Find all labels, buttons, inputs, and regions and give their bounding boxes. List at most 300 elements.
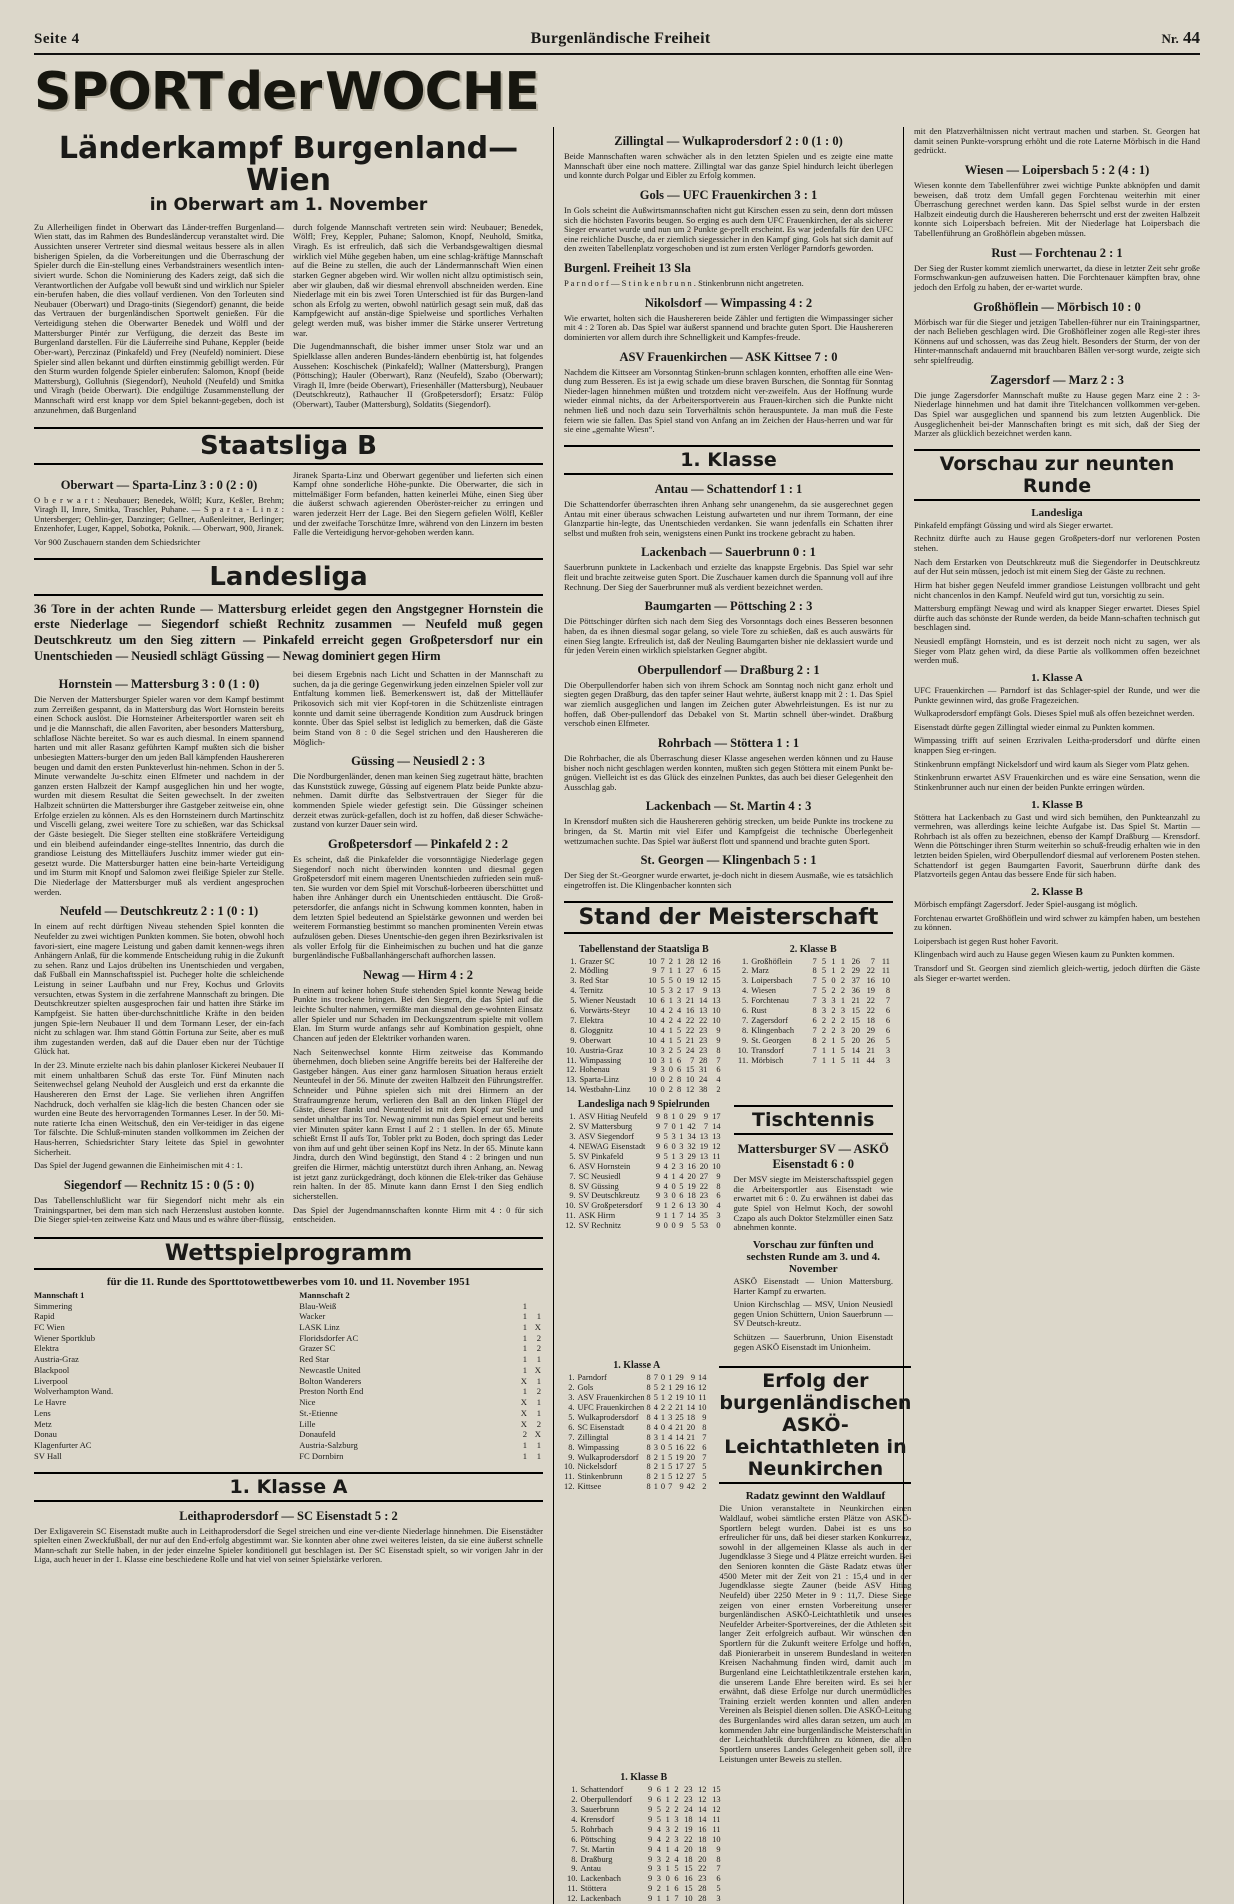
tischtennis-vorschau-1: ASKÖ Eisenstadt — Union Mattersburg. Harter Kampf zu erwarten.: [733, 1275, 893, 1296]
match-text-zillingtal: Beide Mannschaften waren schwächer als in den letzten Spielen und es zeigte eine matte Mannschaft über eine noch mattere. Zillingtal war das ganze Spiel hindurch leicht überlegen und konnte durch Polgar und Eibler zu Erfolg kommen.: [564, 151, 893, 181]
section-askoe: Erfolg der burgenländischen ASKÖ-Leichtathleten in Neunkirchen: [719, 1366, 911, 1484]
stat-cell: 20: [687, 1171, 696, 1181]
stat-cell: 5: [716, 1884, 721, 1894]
tip-cell: 1: [522, 1364, 527, 1375]
table-row: [564, 1046, 724, 1056]
stat-cell: 9: [655, 1201, 661, 1211]
table-row: [564, 1221, 724, 1231]
section-klasse-a-col1: 1. Klasse A: [34, 1472, 543, 1502]
stat-cell: 1.: [568, 1373, 575, 1383]
stat-cell: 42: [686, 1482, 696, 1492]
stat-cell: 7: [812, 1025, 817, 1035]
team-1: Elektra: [34, 1343, 59, 1354]
stat-cell: 1: [671, 1211, 676, 1221]
tip-cell: X: [534, 1321, 541, 1332]
stat-cell: 8: [646, 1383, 651, 1393]
stat-cell: 24: [698, 1075, 708, 1085]
team-2: Floridsdorfer AC: [299, 1332, 359, 1343]
stat-cell: 2: [840, 1015, 845, 1025]
wettspiel-col-2: Mannschaft 2: [299, 1289, 350, 1300]
standings-landesliga: [564, 1095, 724, 1356]
team-name: Elektra: [579, 1015, 604, 1025]
stat-cell: 27: [686, 1472, 696, 1482]
team-name: Antau: [580, 1864, 601, 1874]
team-2: Preston North End: [299, 1386, 364, 1397]
team-name: Nickelsdorf: [577, 1462, 618, 1472]
stat-cell: 10: [685, 1075, 695, 1085]
team-2: FC Dornbirn: [299, 1450, 344, 1461]
stat-cell: 2: [831, 1015, 836, 1025]
stat-cell: 0: [671, 1221, 676, 1231]
table-row: [564, 1016, 724, 1026]
stat-cell: 1.: [741, 956, 749, 966]
stat-cell: 5: [653, 1393, 658, 1403]
column-middle: [554, 127, 912, 1904]
stat-cell: 20: [851, 1035, 860, 1045]
stat-cell: 9.: [741, 1035, 749, 1045]
stat-cell: 20: [686, 1452, 696, 1462]
stat-cell: 9: [655, 1151, 661, 1161]
stat-cell: 1: [665, 1884, 670, 1894]
stat-cell: 3: [665, 1824, 670, 1834]
stat-cell: 22: [684, 1834, 693, 1844]
team-name: Oberpullendorf: [580, 1795, 633, 1805]
stat-cell: 1: [831, 956, 836, 966]
standings-wrap-4: [564, 1768, 893, 1904]
standings-landesliga-table: [564, 1112, 724, 1231]
page-number-left: Seite 4: [34, 31, 80, 47]
stat-cell: 5: [660, 976, 665, 986]
stat-cell: 15: [712, 1785, 721, 1795]
stat-cell: 4.: [568, 1403, 575, 1413]
stat-cell: 2.: [569, 1122, 576, 1132]
stat-cell: 2: [821, 1035, 827, 1045]
team-name: Großhöflein: [751, 956, 793, 966]
stat-cell: 17: [712, 1112, 721, 1122]
tischtennis-vorschau-2: Union Kirchschlag — MSV, Union Neusiedl gegen Union Schüttern, Union Sauerbrunn — SV Deutsch-kreutz.: [733, 1299, 893, 1329]
stat-cell: 6: [716, 1191, 721, 1201]
stat-cell: 0: [671, 1141, 676, 1151]
stat-cell: 7.: [571, 1844, 578, 1854]
match-heading-guessing: Güssing — Neusiedl 2 : 3: [351, 754, 485, 769]
stat-cell: 10: [686, 1393, 696, 1403]
stat-cell: 3: [677, 996, 682, 1006]
table-row: [564, 1006, 724, 1016]
stat-cell: 18: [686, 1412, 696, 1422]
stat-cell: 6.: [571, 1834, 578, 1844]
stat-cell: 5: [674, 1864, 679, 1874]
stat-cell: 8: [812, 1006, 817, 1016]
stat-cell: 6.: [568, 1422, 575, 1432]
vorschau-paragraph: Wimpassing trifft auf seinen Erzrivalen Leitha-prodersdorf und dürfte einen knappen Sieg er-ringen.: [914, 735, 1200, 755]
tip-cell: X: [520, 1375, 527, 1386]
stat-cell: 12.: [566, 1065, 577, 1075]
team-name: SV Mattersburg: [578, 1122, 633, 1132]
standings-tischtennis-col: [734, 1095, 894, 1356]
team-name: Wulkaprodersdorf: [577, 1452, 639, 1462]
team-1: Le Havre: [34, 1397, 67, 1408]
table-row: [734, 1016, 894, 1026]
stat-cell: 28: [685, 956, 695, 966]
table-row: [564, 996, 724, 1006]
team-name: Stöttera: [580, 1884, 607, 1894]
stat-cell: 2: [831, 986, 836, 996]
stat-cell: 3.: [741, 976, 749, 986]
stat-cell: 21: [686, 1432, 696, 1442]
stat-cell: 8: [646, 1482, 651, 1492]
stat-cell: 8: [646, 1472, 651, 1482]
team-name: Gols: [577, 1383, 594, 1393]
section-stand-der-meisterschaft: Stand der Meisterschaft: [564, 901, 893, 934]
standings-klassea-title: 1. Klasse A: [613, 1360, 661, 1372]
stat-cell: 1: [831, 1055, 836, 1065]
stat-cell: 34: [687, 1132, 696, 1141]
table-row: [564, 1373, 709, 1383]
stat-cell: 19: [687, 1181, 696, 1191]
stat-cell: 3: [716, 1211, 721, 1221]
stat-cell: 2: [665, 1805, 670, 1814]
stat-cell: 10: [712, 1006, 721, 1016]
stat-cell: 10: [648, 1075, 657, 1085]
tischtennis-vorschau-3: Schützen — Sauerbrunn, Union Eisenstadt gegen ASKÖ Eisenstadt im Unionheim.: [733, 1332, 893, 1352]
table-row: [564, 1383, 709, 1393]
table-row: [564, 1874, 724, 1884]
table-row: [564, 1085, 724, 1095]
stat-cell: 31: [698, 1065, 708, 1075]
stat-cell: 7: [812, 986, 817, 996]
sport-der-woche-logo: [34, 62, 1200, 125]
stat-cell: 1: [840, 996, 845, 1006]
stat-cell: 2: [653, 1472, 658, 1482]
staatsliga-text-b: Jiranek Sparta-Linz und Oberwart gegenüber und lieferten sich einen Kampf ohne sonderliche Höhe-punkte. Die Oberwarter, die sich in mittelmäßiger Form befanden, hatten keinerlei Mühe, einen Sieg über die äußerst schwach agierenden Oberöster-reicher zu erringen und waren jederzeit Herr der Lage. Bei den Siegern gefielen Wölfl, Keßler und der zweifache Torschütze Imre, während von den Linzern im besten Falle die Verteidigung hervor-gehoben werden kann.: [293, 469, 543, 538]
stat-cell: 5: [668, 1442, 673, 1452]
team-name: Pöttsching: [580, 1834, 616, 1844]
stat-cell: 4.: [569, 1141, 576, 1151]
stat-cell: 9: [702, 1412, 707, 1422]
stat-cell: 0: [671, 1181, 676, 1191]
stat-cell: 0: [665, 1874, 670, 1884]
match-heading-gols: Gols — UFC Frauenkirchen 3 : 1: [639, 187, 818, 202]
vorschau-paragraph: Nach dem Erstarken von Deutschkreutz muß die Siegendorfer in Deutschkreutz auf der Hut sein müssen, jedoch ist mit einem Sieg der Gäste zu rechnen.: [914, 556, 1200, 577]
table-row: [564, 1835, 724, 1845]
stat-cell: 27: [699, 1171, 709, 1181]
stat-cell: 2: [668, 1045, 673, 1055]
table-row: [564, 1433, 709, 1443]
match-heading-antau: Antau — Schattendorf 1 : 1: [654, 481, 803, 496]
tip-cell: X: [520, 1397, 527, 1408]
stat-cell: 2.: [741, 966, 749, 976]
stat-cell: 2: [840, 976, 845, 986]
table-row: [564, 976, 724, 986]
team-name: SV Großpetersdorf: [578, 1201, 643, 1211]
table-row: [564, 1112, 724, 1122]
team-name: Schattendorf: [580, 1785, 624, 1795]
team-name: Lackenbach: [580, 1874, 621, 1884]
table-row: [564, 1162, 724, 1172]
stat-cell: 8: [646, 1452, 651, 1462]
stat-cell: 2.: [570, 966, 577, 976]
stat-cell: 13: [698, 1006, 708, 1016]
stat-cell: 6: [656, 1785, 661, 1795]
match-heading-wiesen: Wiesen — Loipersbach 5 : 2 (4 : 1): [964, 162, 1150, 177]
stat-cell: 7.: [570, 1015, 577, 1025]
stat-cell: 5: [679, 1181, 684, 1191]
stat-cell: 9.: [568, 1452, 575, 1462]
team-name: SC Neusiedl: [578, 1171, 621, 1181]
table-row: [734, 957, 894, 967]
team-2: Nice: [299, 1397, 316, 1408]
stat-cell: 3: [679, 1151, 684, 1161]
stat-cell: 15: [712, 976, 721, 986]
wettspiel-row: [34, 1333, 543, 1344]
stat-cell: 14: [698, 996, 708, 1006]
wettspiel-row: [34, 1408, 543, 1419]
stat-cell: 8.: [570, 1025, 577, 1035]
stat-cell: 9: [703, 986, 708, 996]
stat-cell: 3: [674, 1834, 679, 1844]
stat-cell: 2: [831, 1006, 836, 1016]
stat-cell: 3.: [569, 1132, 576, 1141]
stat-cell: 10: [712, 1834, 721, 1844]
team-name: SV Pinkafeld: [578, 1151, 624, 1161]
stat-cell: 4.: [571, 1814, 578, 1824]
stat-cell: 23: [684, 1785, 693, 1795]
stat-cell: 5: [885, 1035, 890, 1045]
stat-cell: 6: [679, 1191, 684, 1201]
stat-cell: 4: [656, 1824, 661, 1834]
match-text-nikolsdorf: Wie erwartet, holten sich die Haushereren beide Zähler und fertigten die Wimpassinger sicher mit 4 : 2 Toren ab. Das Spiel war äußerst spannend und brachte guten Sport. Die Haushereren dominierten vor allem durch ihre Schnelligkeit und Kampfes-freude.: [564, 312, 893, 342]
stat-cell: 12: [712, 1805, 721, 1814]
stat-cell: 15: [684, 1884, 693, 1894]
stat-cell: 7: [870, 956, 875, 966]
stat-cell: 7.: [569, 1171, 576, 1181]
vorschau-paragraph: Transdorf und St. Georgen sind ziemlich gleich-wertig, jedoch dürften die Gäste als Sieger er-wartet werden.: [914, 963, 1200, 983]
team-name: Austria-Graz: [579, 1045, 624, 1055]
stat-cell: 3.: [568, 1393, 575, 1403]
stat-cell: 2: [840, 966, 845, 976]
issue-label: Nr.: [1161, 31, 1179, 46]
stat-cell: 7: [663, 1122, 668, 1132]
stat-cell: 11.: [566, 1055, 577, 1065]
team-name: Wimpassing: [577, 1442, 620, 1452]
table-row: [564, 957, 724, 967]
table-row: [564, 966, 724, 976]
table-row: [564, 986, 724, 996]
issue-value: 44: [1183, 28, 1200, 47]
stat-cell: 3: [671, 1132, 676, 1141]
match-heading-hornstein: Hornstein — Mattersburg 3 : 0 (1 : 0): [58, 677, 260, 692]
stat-cell: 0: [671, 1122, 676, 1132]
stat-cell: 0: [660, 1442, 666, 1452]
stat-cell: 5: [656, 1805, 661, 1814]
stat-cell: 10: [712, 1161, 721, 1171]
stat-cell: 23: [698, 1874, 707, 1884]
stat-cell: 3: [821, 1006, 827, 1016]
stat-cell: 2: [653, 1462, 658, 1472]
match-text-gols: In Gols scheint die Außwirtsmannschaften nicht gut Kirschen essen zu sein, denn dort müssen sich die höchsten Favorits beugen. So erging es auch dem UFC Frauenkirchen, der als sicherer Sieger erwartet wurde und nun um 2 Punkte ge-prellt erscheint. Es war jedenfalls für den UFC eine reichliche Dusche, da er ziemlich siegessicher in den Kampf ging. Gols hat sich damit auf den zweiten Tabellenplatz vorgeschoben und ist zum ersten Verlöger Parndorfs geworden.: [564, 204, 893, 254]
stat-cell: 0: [716, 1221, 721, 1231]
stat-cell: 1: [660, 1462, 666, 1472]
stat-cell: 9: [655, 1221, 661, 1231]
stat-cell: 16: [685, 1006, 695, 1016]
wettspiel-row: [34, 1429, 543, 1440]
team-name: St. Georgen: [751, 1035, 792, 1045]
stat-cell: 5: [840, 1045, 845, 1055]
stat-cell: 7: [690, 1055, 695, 1065]
table-row: [564, 1884, 724, 1894]
team-name: SV Deutschkreutz: [578, 1191, 640, 1201]
staatsliga-lineups: O b e r w a r t : Neubauer; Benedek, Wölfl; Kurz, Keßler, Brehm; Viragh II, Imre, Smitka, Traschler, Puhane. — S p a r t a - L i n z : Untersberger; Oehlin-ger, Danzinger; Gellner, Außenleitner, Berlinger; Enzenhofer, Luger, Kappel, Sobotka, Poknik. — Oberwart, 900, Jiranek.: [34, 494, 284, 534]
stat-cell: 20: [699, 1161, 709, 1171]
stat-cell: 32: [687, 1141, 696, 1151]
stat-cell: 2: [668, 956, 673, 966]
standings-staatsliga-table: [564, 957, 724, 1096]
section-tischtennis: Tischtennis: [734, 1105, 894, 1135]
stat-cell: 2: [660, 1383, 666, 1393]
match-heading-oberpullendorf: Oberpullendorf — Draßburg 2 : 1: [637, 662, 820, 677]
stat-cell: 29: [675, 1383, 684, 1393]
stat-cell: 11: [698, 1393, 707, 1403]
match-heading-siegendorf: Siegendorf — Rechnitz 15 : 0 (5 : 0): [63, 1177, 255, 1192]
table-row: [564, 1182, 724, 1192]
stat-cell: 9: [716, 1171, 721, 1181]
stat-cell: 13: [687, 1201, 696, 1211]
headline-sub: in Oberwart am 1. November: [149, 195, 428, 215]
team-1: Rapid: [34, 1311, 55, 1322]
stat-cell: 12: [698, 1785, 707, 1795]
stat-cell: 14: [687, 1211, 696, 1221]
table-row: [734, 966, 894, 976]
wettspiel-row: [34, 1376, 543, 1387]
match-heading-zagersdorf: Zagersdorf — Marz 2 : 3: [990, 372, 1124, 387]
stat-cell: 2.: [568, 1383, 575, 1393]
stat-cell: 6.: [569, 1161, 576, 1171]
stat-cell: 37: [851, 976, 860, 986]
stat-cell: 1: [665, 1864, 670, 1874]
page-columns: [34, 127, 1200, 1904]
stat-cell: 21: [675, 1422, 684, 1432]
stat-cell: 9: [647, 1824, 653, 1834]
standings-landesliga-title: Landesliga nach 9 Spielrunden: [577, 1099, 710, 1111]
stat-cell: 5: [668, 1462, 673, 1472]
table-row: [564, 1864, 724, 1874]
stat-cell: 5: [677, 1045, 682, 1055]
stat-cell: 3: [663, 1191, 668, 1201]
team-name: Vorwärts-Steyr: [579, 1006, 631, 1016]
table-row: [734, 1046, 894, 1056]
table-row: [564, 1785, 724, 1795]
wettspiel-row: [34, 1301, 543, 1312]
stat-cell: 3: [716, 1894, 721, 1904]
team-1: Klagenfurter AC: [34, 1440, 92, 1451]
team-2: LASK Linz: [299, 1321, 340, 1332]
stat-cell: 2: [668, 1075, 673, 1085]
team-name: UFC Frauenkirchen: [577, 1403, 645, 1413]
stat-cell: 9: [655, 1171, 661, 1181]
stat-cell: 4: [653, 1412, 658, 1422]
tip-cell: 1: [522, 1343, 527, 1354]
stat-cell: 28: [698, 1055, 708, 1065]
stat-cell: 22: [866, 1006, 875, 1016]
stat-cell: 9: [647, 1864, 653, 1874]
stat-cell: 1: [668, 966, 673, 976]
stat-cell: 28: [698, 1884, 707, 1894]
stat-cell: 9: [647, 1805, 653, 1814]
stat-cell: 10: [648, 1025, 657, 1035]
stat-cell: 6: [677, 1055, 682, 1065]
stat-cell: 1: [653, 1482, 658, 1492]
stat-cell: 4: [660, 1006, 665, 1016]
stat-cell: 26: [851, 956, 860, 966]
askoe-subtitle: Radatz gewinnt den Waldlauf: [745, 1490, 886, 1503]
section-wettspielprogramm: Wettspielprogramm: [34, 1237, 543, 1270]
stat-cell: 22: [698, 1015, 708, 1025]
stat-cell: 0: [679, 1112, 684, 1122]
stat-cell: 9: [716, 1025, 721, 1035]
stat-cell: 10: [881, 976, 890, 986]
vorschau-group-heading: 1. Klasse A: [1031, 671, 1083, 684]
tip-cell: 1: [536, 1354, 541, 1365]
table-row: [564, 1036, 724, 1046]
team-2: Grazer SC: [299, 1343, 336, 1354]
match-text-antau: Die Schattendorfer überraschten ihren Anhang sehr unangenehm, da sie ausgerechnet gegen Antau mit einer überaus schwachen Leistung aufwarteten und nur ihrem Tormann, der eine Glanzpartie hin-legte, das Unentschieden verdanken. Sie wann jedenfalls ein Schatten ihrer selbst und mußten froh sein, wenigstens einen Punkt ins trockene gebracht zu haben.: [564, 498, 893, 538]
stat-cell: 7: [660, 966, 665, 976]
team-name: Gloggnitz: [579, 1025, 613, 1035]
stat-cell: 5: [821, 976, 827, 986]
stat-cell: 3: [885, 1055, 890, 1065]
stat-cell: 8: [716, 1854, 721, 1864]
team-1: Lens: [34, 1407, 51, 1418]
stat-cell: 4: [660, 1025, 665, 1035]
match-text-oberpullendorf: Die Oberpullendorfer haben sich von ihrem Schock am Sonntag noch nicht ganz erholt und siegten gegen Draßburg, das den tapfer seiner Haut wehrte, äußerst knapp mit 2 : 1. Das Spiel war ziemlich ausgeglichen und langen im Zeichen guter Abwehrleistungen. Es ist nur zu hoffen, daß Ober-pullendorf das Debakel von St. Martin schnell über-windet. Draßburg verschob einen Elfmeter.: [564, 679, 893, 729]
tip-cell: X: [534, 1364, 541, 1375]
stat-cell: 19: [675, 1393, 684, 1403]
stat-cell: 15: [684, 1864, 693, 1874]
stat-cell: 4: [660, 1015, 665, 1025]
team-2: Lille: [299, 1418, 316, 1429]
stat-cell: 10.: [567, 1874, 578, 1884]
match-text-grosshoeflein: Mörbisch war für die Sieger und jetzigen Tabellen-führer nur ein Trainingspartner, der nach Belieben geschlagen wird. Die Großhöfleiner zogen alle Regi-ster ihres Könnens auf und schossen, was das Zeug hielt. Besonders der Sturm, der von der Hinter-mannschaft andauernd mit brauchbaren Bällen ver-sorgt wurde, zeigte sich sehr spielfreudig.: [914, 316, 1200, 365]
table-row: [564, 1413, 709, 1423]
table-row: [564, 1443, 709, 1453]
team-name: Forchtenau: [751, 996, 789, 1006]
stat-cell: 6: [679, 1201, 684, 1211]
stat-cell: 5.: [568, 1412, 575, 1422]
stat-cell: 20: [686, 1422, 696, 1432]
stat-cell: 12: [698, 1383, 707, 1393]
stat-cell: 19: [675, 1452, 684, 1462]
stat-cell: 23: [699, 1191, 709, 1201]
stat-cell: 17: [685, 986, 695, 996]
stat-cell: 1: [663, 1211, 668, 1221]
match-text-grosspetersdorf: Es scheint, daß die Pinkafelder die vorsonntägige Niederlage gegen Siegendorf noch nicht überwinden konnten und diesmal gegen Großpetersdorf mit einem mageren Unentschieden zufrieden sein muß-ten. Sie wurden vor dem Spiel mit Vorschuß-lorbeeren überschüttet und haben ihre Anhänger durch ein Unentschieden enttäuscht. Die Groß-petersdorfer, die anfangs nicht in Schwung kommen konnten, haben in dem letzten Spiel bedeutend an Spielstärke gewonnen und werden bei weiterem Formanstieg bestimmt so manchen prominenten Verein etwas aufzulösen geben. Dieses Unentschie-den gegen ihren Bezirksrivalen ist als voller Erfolg für die Einheimischen zu buchen und hat die ganze burgenländische Fußballanhängerschaft aufhorchen lassen.: [293, 853, 543, 961]
team-name: Sparta-Linz: [579, 1075, 620, 1085]
table-row: [564, 1122, 724, 1132]
stat-cell: 19: [699, 1141, 709, 1151]
wettspiel-row: [34, 1386, 543, 1397]
stat-cell: 20: [684, 1844, 693, 1854]
stat-cell: 9: [655, 1211, 661, 1221]
stat-cell: 5.: [571, 1824, 578, 1834]
stat-cell: 12.: [565, 1221, 576, 1231]
stat-cell: 9: [716, 1844, 721, 1854]
section-klasse-1: 1. Klasse: [564, 445, 893, 475]
team-name: ASV Frauenkirchen: [577, 1393, 645, 1403]
stat-cell: 1: [831, 966, 836, 976]
stat-cell: 38: [698, 1085, 708, 1095]
stat-cell: 7: [716, 1864, 721, 1874]
stat-cell: 18: [684, 1854, 693, 1864]
